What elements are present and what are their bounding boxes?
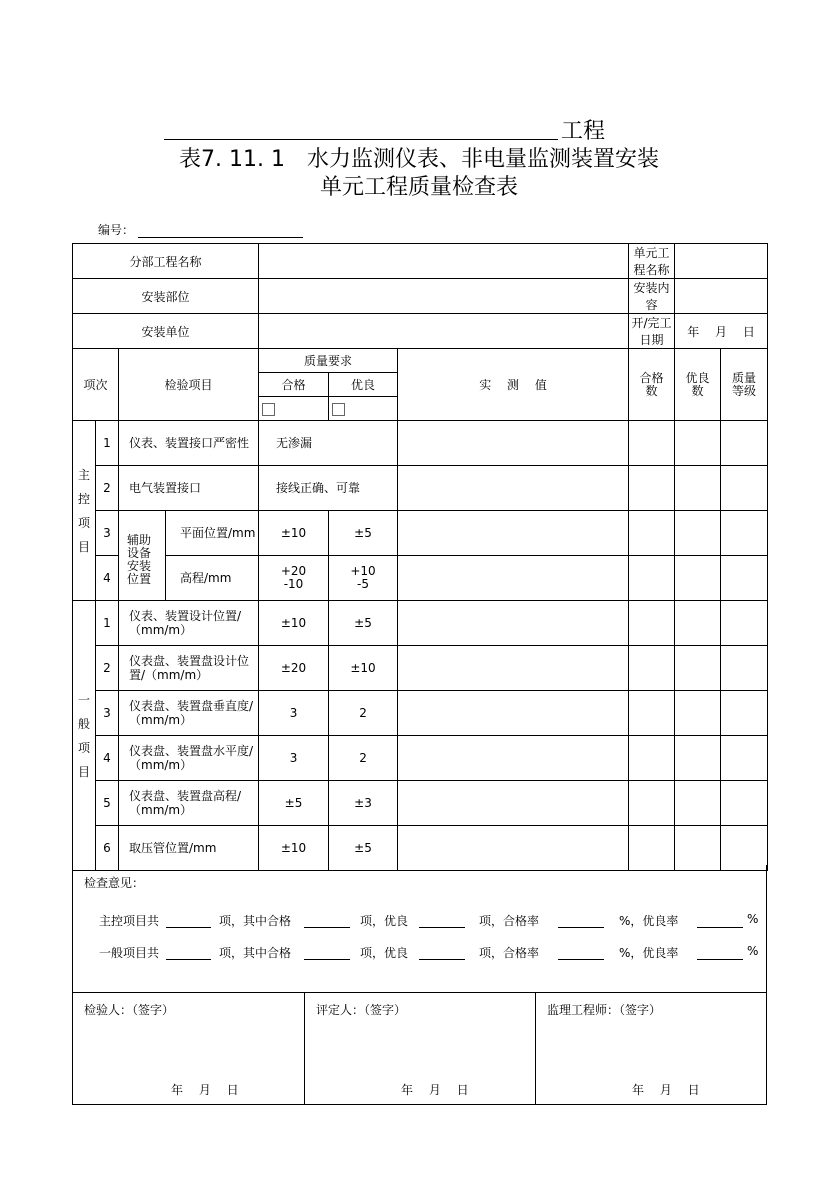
install-location-value[interactable] <box>259 279 629 314</box>
general-stats-text-2: 项，其中合格 <box>219 946 292 960</box>
row-qualified-count[interactable] <box>629 736 675 781</box>
main-stats-text-2: 项，其中合格 <box>219 914 292 928</box>
col-qualified-count: 合格数 <box>629 349 675 421</box>
col-excellent-count: 优良数 <box>675 349 721 421</box>
table-row <box>73 646 768 691</box>
row-qualified-count[interactable] <box>629 781 675 826</box>
row-qualified: +20 -10 <box>259 556 329 601</box>
row-excellent: ±10 <box>329 646 398 691</box>
general-qualified-rate-field[interactable] <box>558 959 604 960</box>
dates-value[interactable]: 年 月 日 <box>675 314 768 349</box>
subproject-label: 分部工程名称 <box>73 244 259 279</box>
general-qualified-field[interactable] <box>304 959 350 960</box>
general-stats-line <box>73 944 766 964</box>
row-qualified: ±20 <box>259 646 329 691</box>
row-qualified: ±10 <box>259 826 329 871</box>
inspector-signature[interactable] <box>73 992 305 1104</box>
main-excellent-field[interactable] <box>419 927 465 928</box>
row-qualified-count[interactable] <box>629 826 675 871</box>
assessor-date: 年 月 日 <box>401 1083 469 1097</box>
row-excellent: 2 <box>329 691 398 736</box>
row-no: 3 <box>96 511 119 556</box>
inspector-label: 检验人：（签字） <box>84 1003 175 1017</box>
dates-label: 开/完工日期 <box>629 314 675 349</box>
general-stats-text-4: 项，合格率 <box>479 946 540 960</box>
qualified-checkbox-cell <box>259 397 329 421</box>
install-content-value[interactable] <box>675 279 768 314</box>
row-sub-item: 平面位置/mm <box>166 511 259 556</box>
row-excellent-count[interactable] <box>675 691 721 736</box>
assessor-signature[interactable] <box>305 992 536 1104</box>
row-sub-item: 高程/mm <box>166 556 259 601</box>
supervisor-date: 年 月 日 <box>632 1083 700 1097</box>
row-measured[interactable] <box>398 511 629 556</box>
supervisor-label: 监理工程师：（签字） <box>547 1003 662 1017</box>
row-qualified-count[interactable] <box>629 511 675 556</box>
project-name-blank <box>164 139 558 140</box>
row-item: 仪表盘、装置盘水平度/（mm/m） <box>119 736 259 781</box>
main-stats-text-5: %，优良率 <box>619 914 679 928</box>
general-excellent-field[interactable] <box>419 959 465 960</box>
project-title-line <box>0 112 838 144</box>
row-qualified: 3 <box>259 691 329 736</box>
unit-name-label: 单元工程名称 <box>629 244 675 279</box>
row-excellent-count[interactable] <box>675 826 721 871</box>
col-item-no: 项次 <box>73 349 119 421</box>
row-grade[interactable] <box>721 466 768 511</box>
aux-device-label: 辅助设备安装位置 <box>119 511 166 601</box>
row-no: 4 <box>96 556 119 601</box>
row-measured[interactable] <box>398 421 629 466</box>
row-measured[interactable] <box>398 736 629 781</box>
main-group-label: 主控项目 <box>73 421 96 601</box>
assessor-label: 评定人：（签字） <box>316 1003 407 1017</box>
row-grade[interactable] <box>721 421 768 466</box>
col-quality-grade: 质量等级 <box>721 349 768 421</box>
row-no: 1 <box>96 601 119 646</box>
table-row <box>73 826 768 871</box>
row-no: 3 <box>96 691 119 736</box>
row-no: 5 <box>96 781 119 826</box>
general-stats-prefix: 一般项目共 <box>99 946 160 960</box>
form-subtitle: 单元工程质量检查表 <box>319 175 518 200</box>
general-stats-text-5: %，优良率 <box>619 946 679 960</box>
unit-name-value[interactable] <box>675 244 768 279</box>
table-row <box>73 736 768 781</box>
col-check-item: 检验项目 <box>119 349 259 421</box>
row-item: 仪表盘、装置盘高程/（mm/m） <box>119 781 259 826</box>
signature-section <box>72 992 767 1105</box>
row-qualified-count[interactable] <box>629 646 675 691</box>
row-qualified-count[interactable] <box>629 691 675 736</box>
row-qualified: ±5 <box>259 781 329 826</box>
excellent-checkbox-cell <box>329 397 398 421</box>
row-excellent-count[interactable] <box>675 601 721 646</box>
col-measured: 实 测 值 <box>398 349 629 421</box>
form-title: 表7. 11. 1 水力监测仪表、非电量监测装置安装 <box>179 147 659 172</box>
row-grade[interactable] <box>721 646 768 691</box>
row-qualified: ±10 <box>259 511 329 556</box>
row-item: 仪表、装置接口严密性 <box>119 421 259 466</box>
row-measured[interactable] <box>398 826 629 871</box>
row-item: 仪表盘、装置盘垂直度/（mm/m） <box>119 691 259 736</box>
col-qualified: 合格 <box>259 373 329 397</box>
install-location-label: 安装部位 <box>73 279 259 314</box>
row-item: 电气装置接口 <box>119 466 259 511</box>
row-measured[interactable] <box>398 781 629 826</box>
general-stats-text-3: 项，优良 <box>360 946 409 960</box>
row-measured[interactable] <box>398 556 629 601</box>
row-no: 1 <box>96 421 119 466</box>
row-qualified-count[interactable] <box>629 421 675 466</box>
main-excellent-rate-field[interactable] <box>697 927 743 928</box>
table-row <box>73 511 768 556</box>
general-group-label: 一般项目 <box>73 601 96 871</box>
row-measured[interactable] <box>398 466 629 511</box>
main-stats-text-6: % <box>747 912 759 926</box>
row-qualified: 3 <box>259 736 329 781</box>
row-qualified: ±10 <box>259 601 329 646</box>
row-item: 仪表盘、装置盘设计位置/（mm/m） <box>119 646 259 691</box>
opinion-section <box>72 865 767 993</box>
row-grade[interactable] <box>721 826 768 871</box>
col-excellent: 优良 <box>329 373 398 397</box>
row-excellent-count[interactable] <box>675 556 721 601</box>
row-excellent: +10 -5 <box>329 556 398 601</box>
general-stats-text-6: % <box>747 944 759 958</box>
general-excellent-rate-field[interactable] <box>697 959 743 960</box>
row-grade[interactable] <box>721 781 768 826</box>
row-excellent: ±5 <box>329 511 398 556</box>
row-excellent-count[interactable] <box>675 736 721 781</box>
main-total-field[interactable] <box>166 927 211 928</box>
row-measured[interactable] <box>398 601 629 646</box>
inspection-table <box>72 243 768 871</box>
row-measured[interactable] <box>398 646 629 691</box>
row-item: 取压管位置/mm <box>119 826 259 871</box>
supervisor-signature[interactable] <box>536 992 766 1104</box>
row-excellent: 2 <box>329 736 398 781</box>
project-suffix: 工程 <box>561 119 606 144</box>
main-stats-line <box>73 912 766 932</box>
row-qualified-count[interactable] <box>629 556 675 601</box>
row-qualified: 无渗漏 <box>259 421 398 466</box>
row-grade[interactable] <box>721 601 768 646</box>
code-field[interactable] <box>138 237 303 238</box>
col-quality-req: 质量要求 <box>259 349 398 373</box>
install-unit-label: 安装单位 <box>73 314 259 349</box>
code-label: 编号： <box>98 223 135 237</box>
row-qualified-count[interactable] <box>629 601 675 646</box>
table-row <box>73 466 768 511</box>
table-row <box>73 601 768 646</box>
main-stats-text-4: 项，合格率 <box>479 914 540 928</box>
subproject-value[interactable] <box>259 244 629 279</box>
row-grade[interactable] <box>721 691 768 736</box>
row-no: 4 <box>96 736 119 781</box>
row-grade[interactable] <box>721 556 768 601</box>
table-row <box>73 421 768 466</box>
row-no: 2 <box>96 646 119 691</box>
install-content-label: 安装内容 <box>629 279 675 314</box>
row-measured[interactable] <box>398 691 629 736</box>
main-qualified-rate-field[interactable] <box>558 927 604 928</box>
table-row <box>73 556 768 601</box>
excellent-checkbox[interactable] <box>332 403 345 416</box>
row-no: 6 <box>96 826 119 871</box>
row-item: 仪表、装置设计位置/（mm/m） <box>119 601 259 646</box>
row-excellent: ±5 <box>329 601 398 646</box>
row-excellent-count[interactable] <box>675 781 721 826</box>
row-grade[interactable] <box>721 511 768 556</box>
row-excellent: ±3 <box>329 781 398 826</box>
row-excellent-count[interactable] <box>675 466 721 511</box>
qualified-checkbox[interactable] <box>262 403 275 416</box>
main-qualified-field[interactable] <box>304 927 350 928</box>
row-no: 2 <box>96 466 119 511</box>
row-excellent: ±5 <box>329 826 398 871</box>
row-qualified-count[interactable] <box>629 466 675 511</box>
table-row <box>73 781 768 826</box>
install-unit-value[interactable] <box>259 314 629 349</box>
opinion-label: 检查意见： <box>84 876 145 890</box>
row-excellent-count[interactable] <box>675 511 721 556</box>
table-row <box>73 691 768 736</box>
row-qualified: 接线正确、可靠 <box>259 466 398 511</box>
main-stats-text-3: 项，优良 <box>360 914 409 928</box>
row-excellent-count[interactable] <box>675 646 721 691</box>
general-total-field[interactable] <box>166 959 211 960</box>
inspector-date: 年 月 日 <box>171 1083 239 1097</box>
row-grade[interactable] <box>721 736 768 781</box>
row-excellent-count[interactable] <box>675 421 721 466</box>
main-stats-prefix: 主控项目共 <box>99 914 160 928</box>
